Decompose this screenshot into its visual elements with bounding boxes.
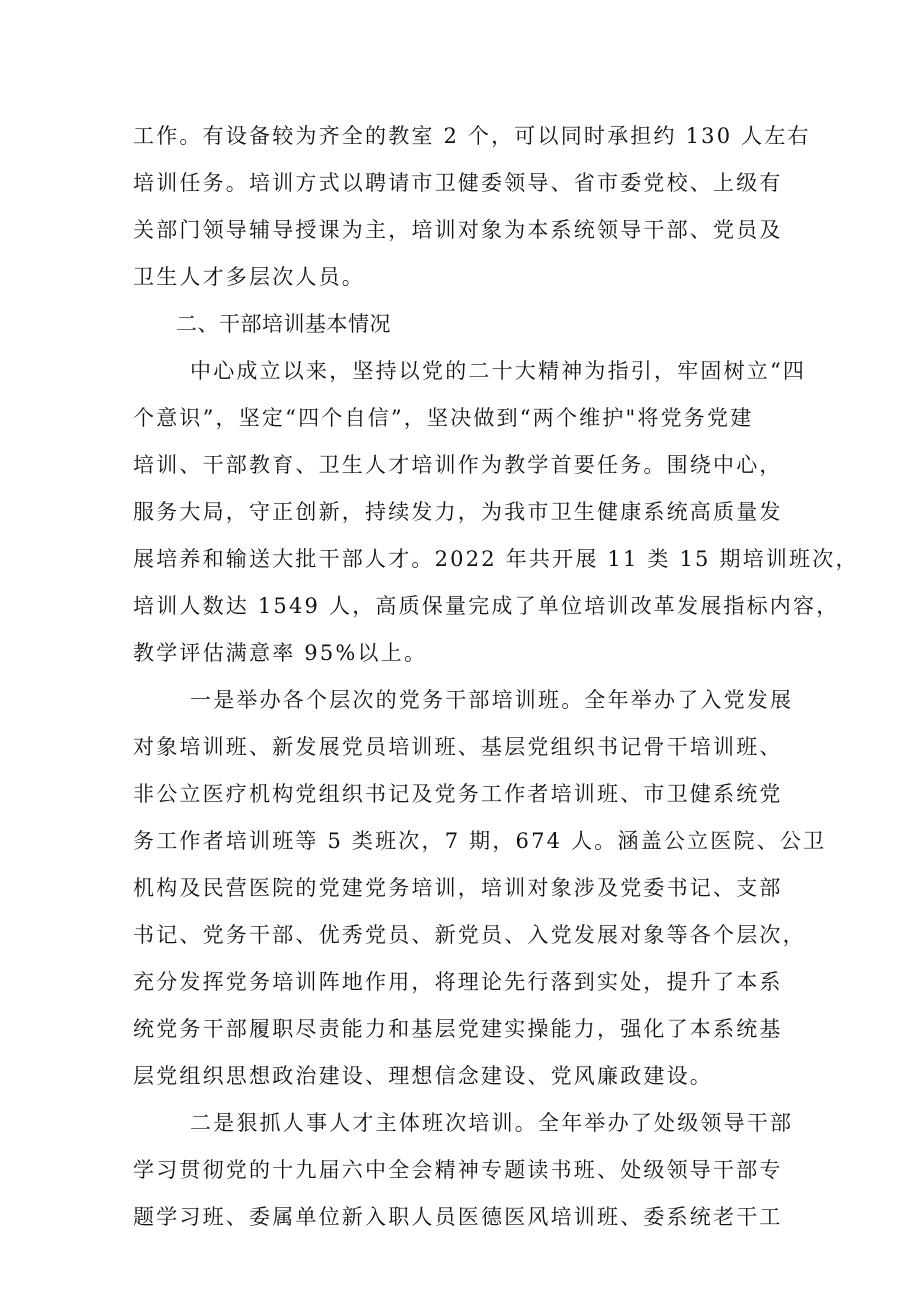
text-line: 统党务干部履职尽责能力和基层党建实操能力，强化了本系统基	[133, 1017, 783, 1041]
text-line: 服务大局，守正创新，持续发力，为我市卫生健康系统高质量发	[133, 500, 783, 524]
text-line: 展培养和输送大批干部人才。2022 年共开展 11 类 15 期培训班次，	[133, 547, 859, 571]
text-line: 工作。有设备较为齐全的教室 2 个，可以同时承担约 130 人左右	[133, 124, 811, 148]
text-line: 中心成立以来，坚持以党的二十大精神为指引，牢固树立“四	[190, 359, 807, 383]
text-line: 对象培训班、新发展党员培训班、基层党组织书记骨干培训班、	[133, 735, 783, 759]
text-line: 充分发挥党务培训阵地作用，将理论先行落到实处，提升了本系	[133, 970, 783, 994]
text-line: 培训人数达 1549 人，高质保量完成了单位培训改革发展指标内容，	[133, 594, 840, 618]
text-line: 二是狠抓人事人才主体班次培训。全年举办了处级领导干部	[190, 1111, 794, 1135]
text-line: 卫生人才多层次人员。	[133, 265, 365, 289]
text-line: 书记、党务干部、优秀党员、新党员、入党发展对象等各个层次，	[133, 923, 806, 947]
text-line: 机构及民营医院的党建党务培训，培训对象涉及党委书记、支部	[133, 876, 783, 900]
text-line: 教学评估满意率 95%以上。	[133, 641, 428, 665]
text-line: 培训任务。培训方式以聘请市卫健委领导、省市委党校、上级有	[133, 171, 783, 195]
text-line: 培训、干部教育、卫生人才培训作为教学首要任务。围绕中心，	[133, 453, 783, 477]
text-line: 层党组织思想政治建设、理想信念建设、党风廉政建设。	[133, 1064, 713, 1088]
text-line: 务工作者培训班等 5 类班次，7 期，674 人。涵盖公立医院、公卫	[133, 829, 827, 853]
text-line: 关部门领导辅导授课为主，培训对象为本系统领导干部、党员及	[133, 218, 783, 242]
section-heading: 二、干部培训基本情况	[176, 312, 391, 336]
text-line: 一是举办各个层次的党务干部培训班。全年举办了入党发展	[190, 688, 794, 712]
text-line: 题学习班、委属单位新入职人员医德医风培训班、委系统老干工	[133, 1205, 783, 1229]
text-line: 非公立医疗机构党组织书记及党务工作者培训班、市卫健系统党	[133, 782, 783, 806]
text-line: 个意识”，坚定“四个自信”，坚决做到“两个维护"将党务党建	[133, 406, 754, 430]
text-line: 学习贯彻党的十九届六中全会精神专题读书班、处级领导干部专	[133, 1158, 783, 1182]
